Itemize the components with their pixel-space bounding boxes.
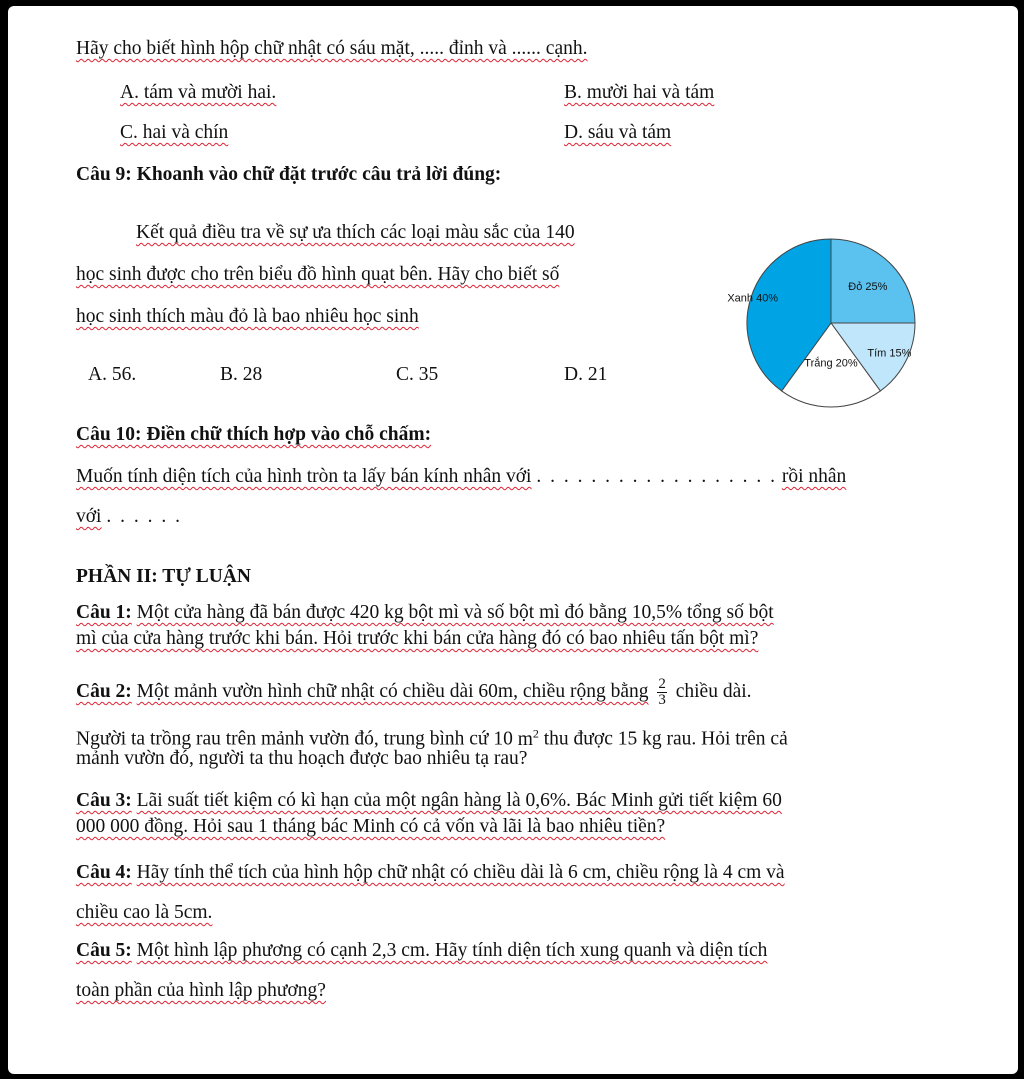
fraction-numerator: 2 — [658, 676, 666, 693]
fraction-two-thirds — [657, 677, 667, 708]
essay-q1-line2: mì của cửa hàng trước khi bán. Hỏi trước khi bán cửa hàng đó có bao nhiêu tấn bột mì? — [76, 628, 759, 649]
q8-option-c[interactable]: C. hai và chín — [120, 122, 229, 143]
q10-blank-2[interactable]: . . . . . . — [106, 506, 182, 527]
unit-m: m — [517, 728, 533, 750]
q10-line1-text: Muốn tính diện tích của hình tròn ta lấy bán kính nhân với — [76, 466, 532, 487]
q9-paragraph-line1: Kết quả điều tra về sự ưa thích các loại màu sắc của 140 — [136, 222, 575, 243]
essay-q2-line3: mảnh vườn đó, người ta thu hoạch được bao nhiêu tạ rau? — [76, 748, 528, 769]
q10-heading — [76, 422, 431, 448]
essay-q3-line1 — [76, 788, 782, 814]
q10-heading-text: Câu 10: Điền chữ thích hợp vào chỗ chấm: — [76, 424, 432, 445]
q10-line1-end: rồi nhân — [781, 466, 847, 487]
pie-label-tím: Tím 15% — [867, 347, 912, 360]
essay-q2-line1 — [76, 670, 752, 714]
q10-line2 — [76, 504, 182, 530]
essay-q2-text1b: chiều dài. — [675, 681, 752, 702]
q8-question: Hãy cho biết hình hộp chữ nhật có sáu mặt, ..... đỉnh và ...... cạnh. — [76, 38, 588, 59]
essay-q5-line2: toàn phần của hình lập phương? — [76, 980, 326, 1001]
essay-q1-label: Câu 1: — [76, 602, 132, 623]
pie-label-trắng: Trắng 20% — [804, 357, 858, 370]
q9-option-a[interactable]: A. 56. — [88, 364, 137, 385]
essay-q2-text2a: Người ta trồng rau trên mảnh vườn đó, trung bình cứ 10 — [76, 728, 513, 750]
essay-q5-text1: Một hình lập phương có cạnh 2,3 cm. Hãy tính diện tích xung quanh và diện tích — [136, 940, 768, 961]
essay-q4-label: Câu 4: — [76, 862, 132, 883]
essay-q5-line1 — [76, 938, 767, 964]
essay-q5-label: Câu 5: — [76, 940, 132, 961]
essay-q1-line1 — [76, 600, 774, 626]
q9-heading: Câu 9: Khoanh vào chữ đặt trước câu trả lời đúng: — [76, 164, 502, 185]
fraction-denominator: 3 — [658, 692, 666, 709]
q9-paragraph-line2: học sinh được cho trên biểu đồ hình quạt bên. Hãy cho biết số — [76, 264, 560, 285]
essay-q3-line2: 000 000 đồng. Hỏi sau 1 tháng bác Minh có cả vốn và lãi là bao nhiêu tiền? — [76, 816, 666, 837]
pie-label-xanh: Xanh 40% — [727, 292, 779, 305]
q9-option-c[interactable]: C. 35 — [396, 364, 439, 385]
q10-blank-1[interactable]: . . . . . . . . . . . . . . . . . . — [536, 466, 777, 487]
pie-label-đỏ: Đỏ 25% — [848, 281, 888, 294]
q8-option-d[interactable]: D. sáu và tám — [564, 122, 672, 143]
essay-q2-text2b: thu được 15 kg rau. Hỏi trên cả — [543, 728, 788, 750]
q9-option-b[interactable]: B. 28 — [220, 364, 263, 385]
worksheet-page — [8, 6, 1018, 1074]
q10-line2-text: với — [76, 506, 102, 527]
q10-line1 — [76, 464, 846, 490]
q9-paragraph-line3: học sinh thích màu đỏ là bao nhiêu học sinh — [76, 306, 419, 327]
part2-heading: PHẦN II: TỰ LUẬN — [76, 566, 251, 587]
essay-q3-label: Câu 3: — [76, 790, 132, 811]
essay-q1-text1: Một cửa hàng đã bán được 420 kg bột mì và số bột mì đó bằng 10,5% tổng số bột — [136, 602, 774, 623]
essay-q4-line2: chiều cao là 5cm. — [76, 902, 213, 923]
q8-option-b[interactable]: B. mười hai và tám — [564, 82, 715, 103]
color-preference-pie-chart — [727, 228, 926, 418]
q9-option-d[interactable]: D. 21 — [564, 364, 608, 385]
essay-q2-text1a: Một mảnh vườn hình chữ nhật có chiều dài 60m, chiều rộng bằng — [136, 681, 649, 702]
essay-q4-line1 — [76, 860, 785, 886]
essay-q4-text1: Hãy tính thể tích của hình hộp chữ nhật có chiều dài là 6 cm, chiều rộng là 4 cm và — [136, 862, 785, 883]
unit-exponent: 2 — [532, 726, 539, 740]
essay-q3-text1: Lãi suất tiết kiệm có kì hạn của một ngân hàng là 0,6%. Bác Minh gửi tiết kiệm 60 — [136, 790, 782, 811]
q8-option-a[interactable]: A. tám và mười hai. — [120, 82, 277, 103]
essay-q2-label: Câu 2: — [76, 681, 132, 702]
